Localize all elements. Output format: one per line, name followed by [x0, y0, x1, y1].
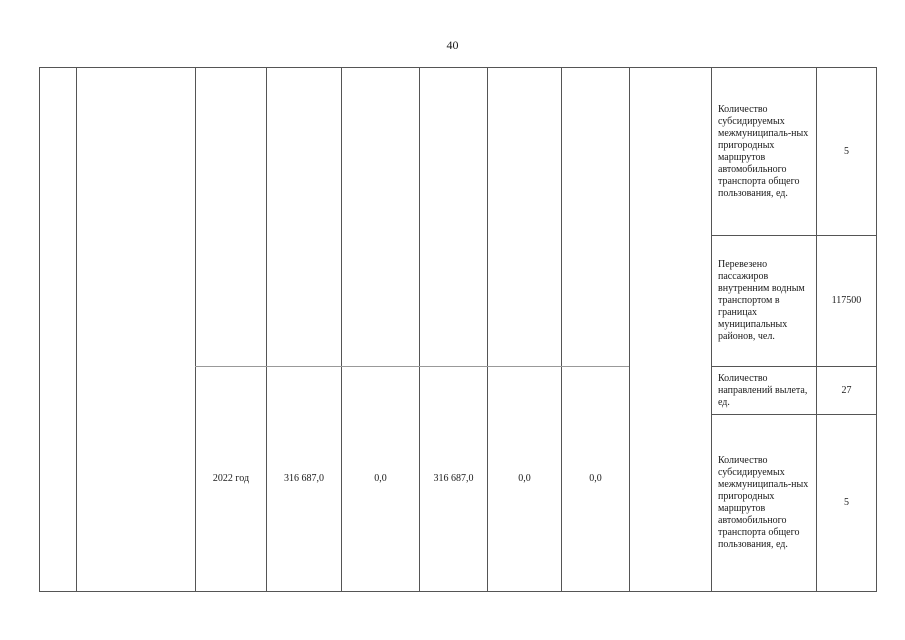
table-border-left: [39, 67, 40, 592]
indicator-text: Количество субсидируемых межмуниципаль-ных пригородных маршрутов автомобильного транспорта общего пользования, ед.: [718, 103, 809, 199]
indicator-value: 5: [844, 145, 849, 157]
indicator-cell: [712, 415, 816, 591]
value-cell: [817, 367, 876, 414]
year-label: 2022 год: [212, 473, 250, 484]
indicator-value: 117500: [831, 295, 862, 306]
federal-cell: [342, 367, 419, 591]
indicator-cell: [712, 68, 816, 235]
other-cell: [562, 367, 629, 591]
local-cell: [488, 367, 561, 591]
local-value: 0,0: [518, 473, 531, 484]
regional-value: 316 687,0: [433, 473, 474, 484]
table-border-right: [876, 67, 877, 592]
year-cell: [196, 367, 266, 591]
table-border-bottom: [39, 591, 877, 592]
indicator-cell: [712, 367, 816, 414]
indicator-cell: [712, 236, 816, 366]
regional-cell: [420, 367, 487, 591]
total-cell: [267, 367, 341, 591]
value-cell: [817, 68, 876, 235]
value-cell: [817, 236, 876, 366]
budget-table: [39, 67, 877, 592]
value-cell: [817, 415, 876, 591]
page-number: 40: [446, 38, 459, 52]
total-value: 316 687,0: [284, 473, 324, 484]
indicator-text: Перевезено пассажиров внутренним водным транспортом в границах муниципальных районов, чел.: [718, 259, 805, 342]
indicator-text: Количество направлений вылета, ед.: [718, 372, 808, 408]
column-divider: [76, 67, 77, 592]
indicator-value: 5: [844, 497, 849, 508]
column-divider: [629, 67, 630, 592]
indicator-text: Количество субсидируемых межмуниципаль-ных пригородных маршрутов автомобильного транспорта общего пользования, ед.: [718, 455, 809, 550]
other-value: 0,0: [589, 473, 602, 484]
indicator-value: 27: [841, 384, 852, 396]
federal-value: 0,0: [374, 473, 387, 484]
